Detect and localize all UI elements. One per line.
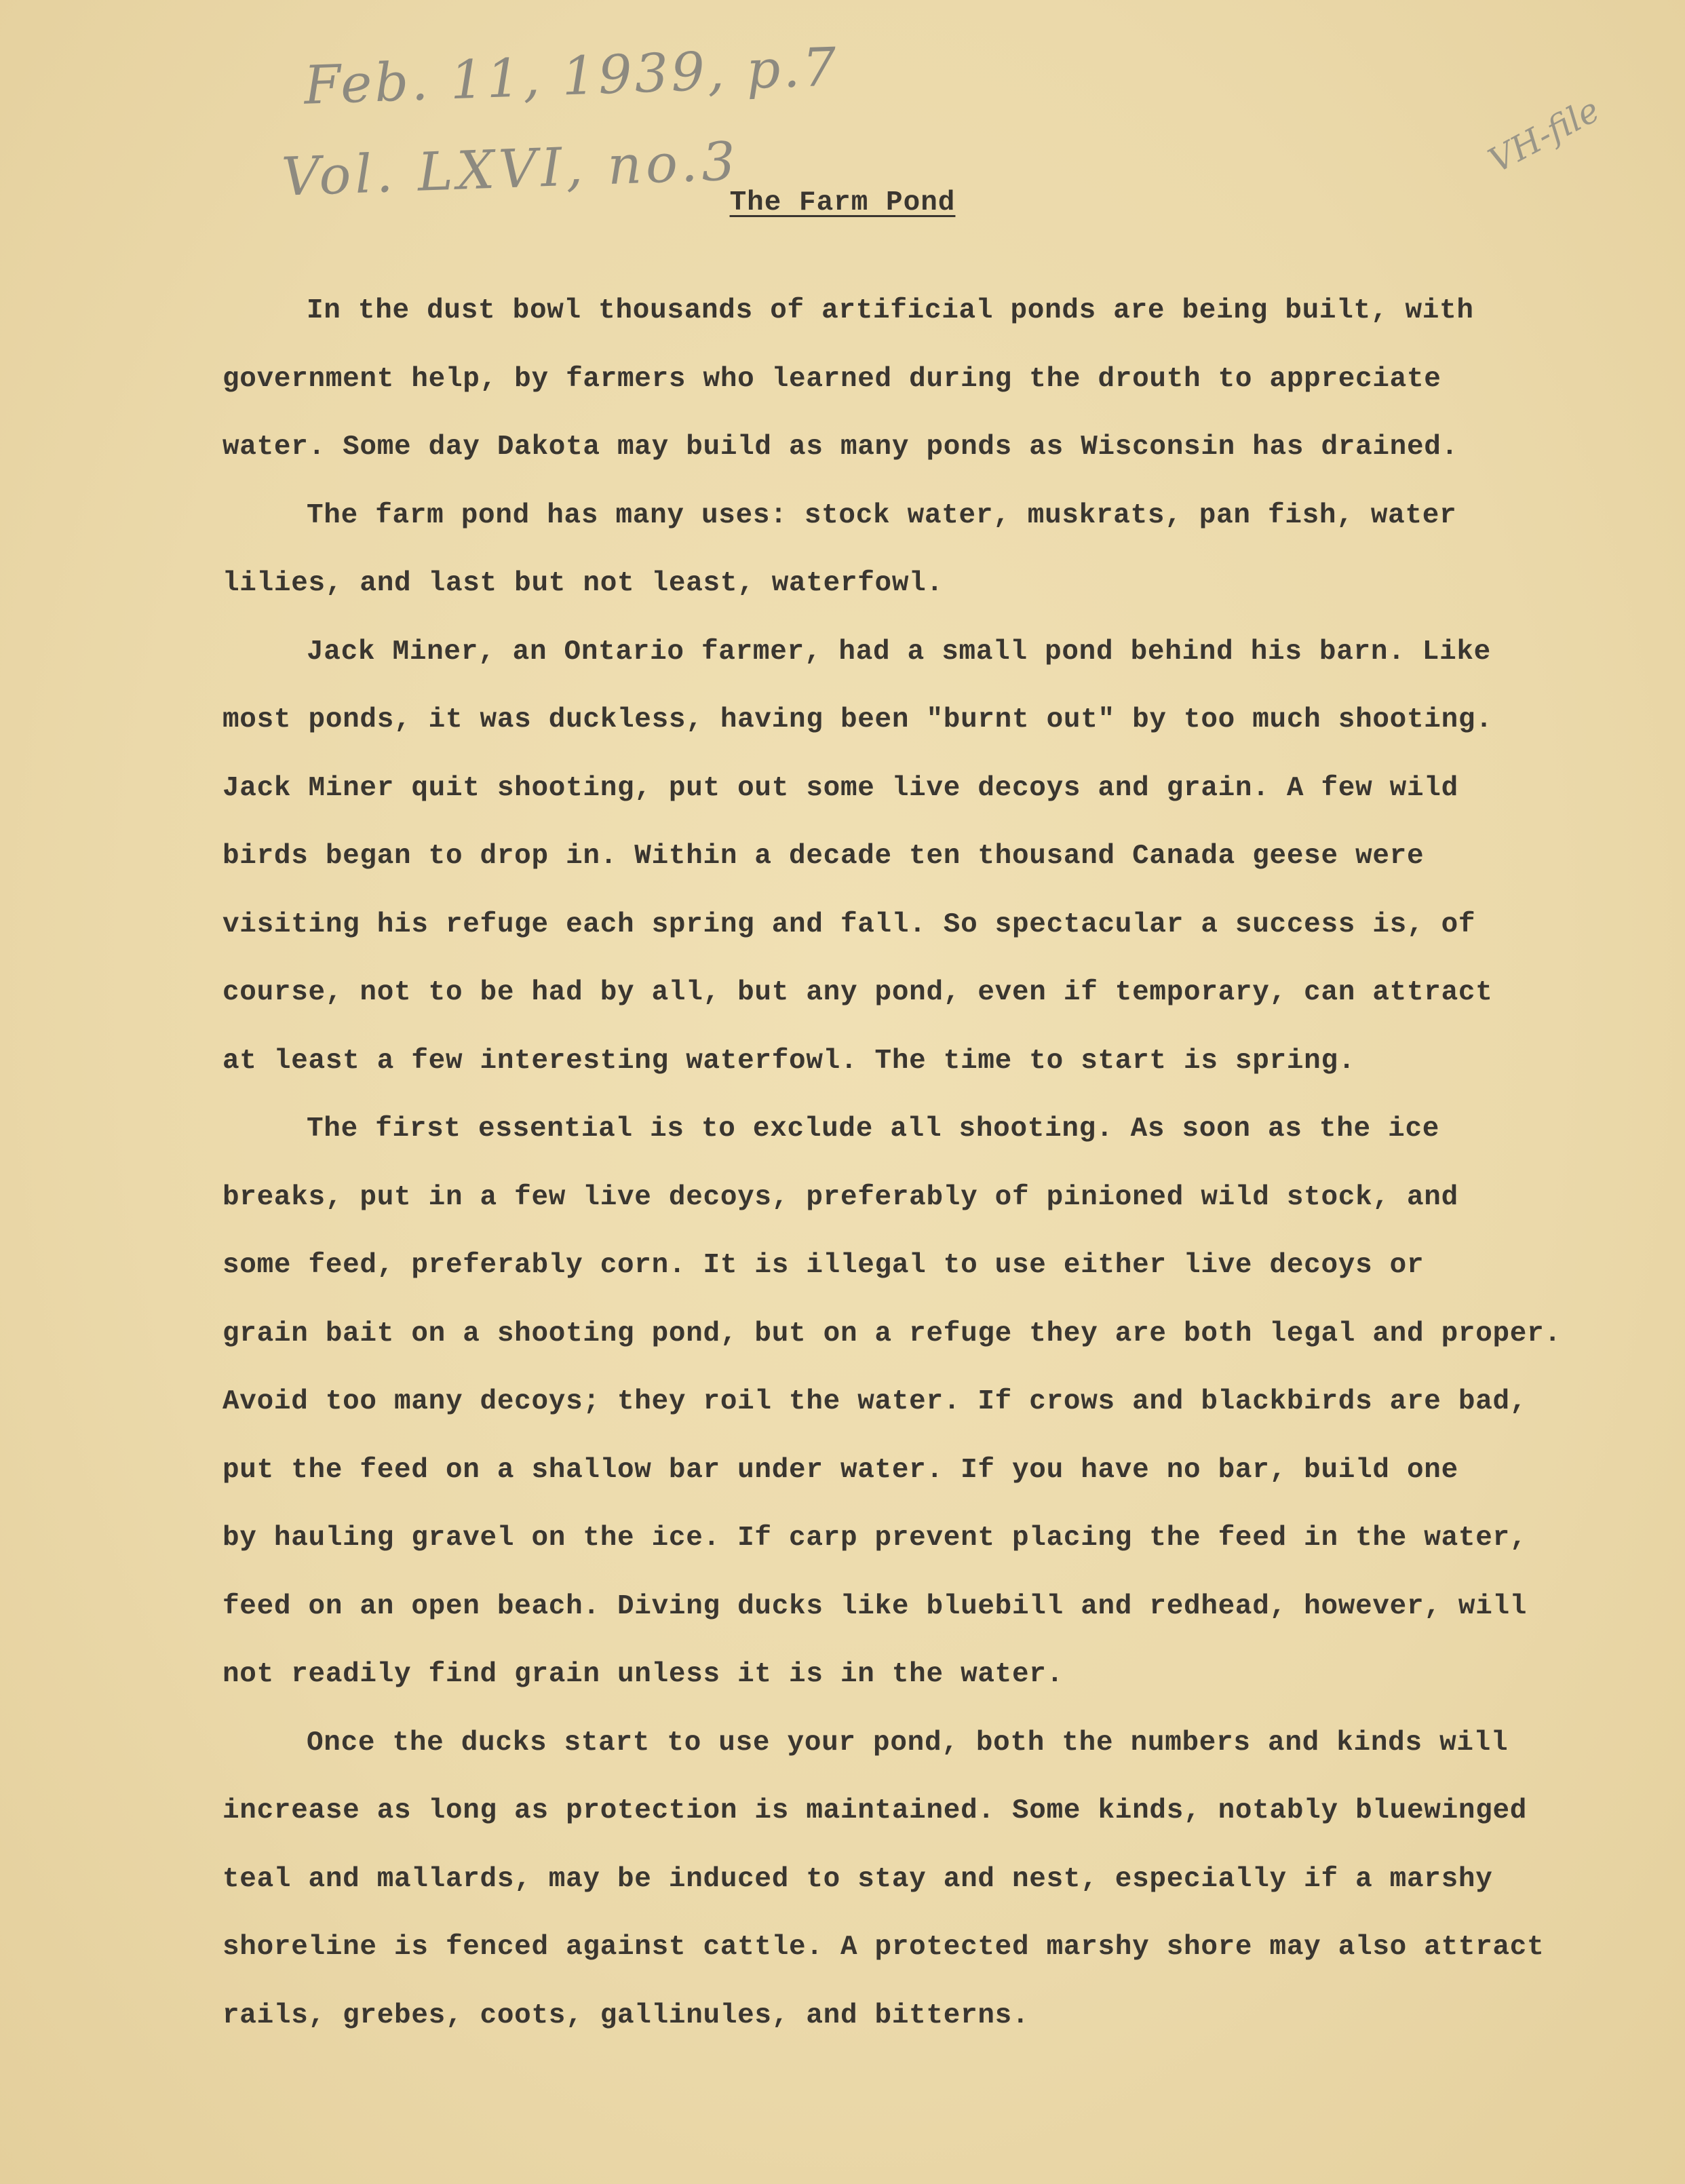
paragraph-line: some feed, preferably corn. It is illegal to use either live decoys or bbox=[222, 1250, 1425, 1281]
paragraph-line: teal and mallards, may be induced to stay and nest, especially if a marshy bbox=[222, 1863, 1493, 1895]
paragraph-line: put the feed on a shallow bar under water. If you have no bar, build one bbox=[222, 1454, 1458, 1486]
paragraph-line: grain bait on a shooting pond, but on a refuge they are both legal and proper. bbox=[222, 1318, 1562, 1349]
paragraph-line: birds began to drop in. Within a decade ten thousand Canada geese were bbox=[222, 841, 1425, 872]
paragraph-line: by hauling gravel on the ice. If carp prevent placing the feed in the water, bbox=[222, 1522, 1528, 1554]
paragraph-line: Once the ducks start to use your pond, both the numbers and kinds will bbox=[307, 1727, 1509, 1759]
paragraph-line: lilies, and last but not least, waterfowl. bbox=[222, 568, 944, 599]
paragraph-line: increase as long as protection is maintained. Some kinds, notably bluewinged bbox=[222, 1795, 1528, 1826]
paragraph-line: at least a few interesting waterfowl. The time to start is spring. bbox=[222, 1045, 1356, 1077]
paragraph-line: government help, by farmers who learned during the drouth to appreciate bbox=[222, 363, 1441, 395]
paragraph-line: The first essential is to exclude all shooting. As soon as the ice bbox=[307, 1113, 1440, 1145]
paragraph-line: Avoid too many decoys; they roil the water. If crows and blackbirds are bad, bbox=[222, 1386, 1528, 1417]
paragraph-line: shoreline is fenced against cattle. A protected marshy shore may also attract bbox=[222, 1932, 1545, 1963]
handwritten-date-note: Feb. 11, 1939, p.7 bbox=[303, 37, 840, 117]
body-text bbox=[222, 292, 1586, 2065]
paragraph-line: not readily find grain unless it is in the water. bbox=[222, 1659, 1064, 1690]
paragraph-line: rails, grebes, coots, gallinules, and bitterns. bbox=[222, 1999, 1030, 2031]
document-title: The Farm Pond bbox=[729, 187, 956, 218]
paragraph-line: The farm pond has many uses: stock water, muskrats, pan fish, water bbox=[307, 499, 1457, 531]
paragraph-line: Jack Miner quit shooting, put out some live decoys and grain. A few wild bbox=[222, 772, 1458, 804]
handwritten-volume-note: Vol. LXVI, no.3 bbox=[280, 131, 741, 208]
paragraph-line: most ponds, it was duckless, having been "burnt out" by too much shooting. bbox=[222, 704, 1493, 735]
paragraph-line: In the dust bowl thousands of artificial ponds are being built, with bbox=[307, 295, 1474, 326]
paragraph-line: feed on an open beach. Diving ducks like bluebill and redhead, however, will bbox=[222, 1590, 1528, 1622]
paragraph-line: visiting his refuge each spring and fall. So spectacular a success is, of bbox=[222, 908, 1476, 940]
paragraph-line: Jack Miner, an Ontario farmer, had a small pond behind his barn. Like bbox=[307, 636, 1491, 668]
handwritten-file-note: VH-file bbox=[1482, 90, 1606, 181]
paragraph-line: course, not to be had by all, but any pond, even if temporary, can attract bbox=[222, 977, 1493, 1008]
paragraph-line: breaks, put in a few live decoys, preferably of pinioned wild stock, and bbox=[222, 1181, 1458, 1213]
paragraph-line: water. Some day Dakota may build as many ponds as Wisconsin has drained. bbox=[222, 432, 1458, 463]
